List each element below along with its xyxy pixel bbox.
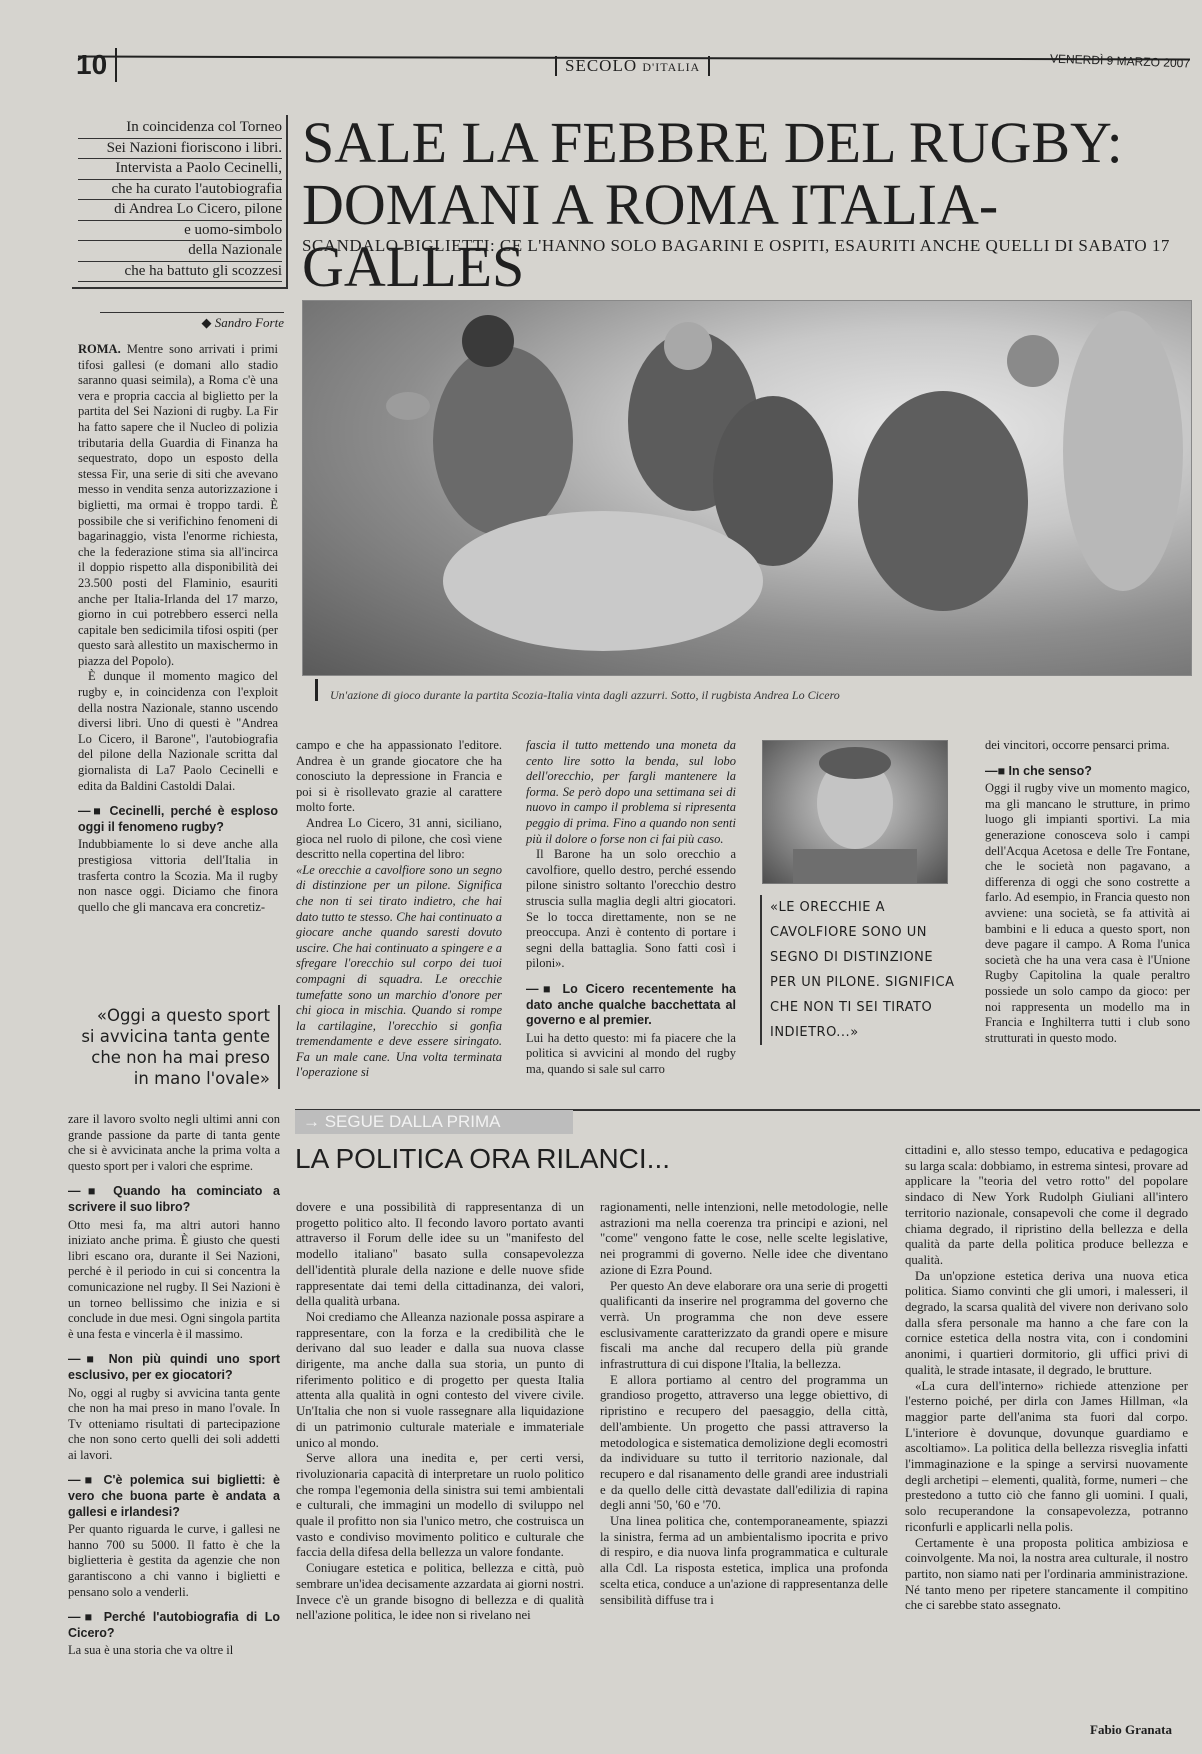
paragraph: zare il lavoro svolto negli ultimi anni con grande passione da parte di tanta gente che si è avvicinata anche la prima volta a questo sport per i valori che esprime.	[68, 1112, 280, 1173]
paragraph: Una linea politica che, contemporaneamente, spiazzi la sinistra, ferma ad un ambientalismo ipocrita e privo di respiro, e dia nuova linfa programmatica e culturale alla Cdl. La risposta estetica, implica una profonda scelta etica, conduce a un'azione di rappresentanza delle sensibilità diffuse tra i	[600, 1514, 888, 1607]
photo-caption: Un'azione di gioco durante la partita Scozia-Italia vinta dagli azzurri. Sotto, il rugbista Andrea Lo Cicero	[330, 688, 840, 702]
paragraph: È dunque il momento magico del rugby e, in coincidenza con l'exploit della nostra Nazionale, stanno uscendo diversi libri. Uno di questi è "Andrea Lo Cicero, il Barone", l'autobiografia del pilone della Nazionale scritta dal giornalista di La7 Paolo Cecinelli e edita da Baldini Castoldi Dalai.	[78, 669, 278, 793]
intro-line: Sei Nazioni fioriscono i libri.	[78, 139, 282, 160]
paragraph: No, oggi al rugby si avvicina tanta gente che non ha mai preso in mano l'ovale. In Tv otteniamo risultati di partecipazione che non sono certo quelli dei soli addetti ai lavori.	[68, 1385, 280, 1462]
paragraph: Serve allora una inedita e, per certi versi, rivoluzionaria capacità di interpretare un ruolo politico che rompa l'egemonia della sinistra sui temi ambientali e culturali, che immagini un modello di sviluppo nel quale il profitto non sia l'unico metro, che costruisca un vasto e condiviso movimento politico e culturale che faccia della difesa della bellezza un valore fondante.	[296, 1451, 584, 1560]
paragraph: Lui ha detto questo: mi fa piacere che la politica si avvicini al mondo del rugby ma, quando si sale sul carro	[526, 1030, 736, 1076]
article1-col4	[985, 738, 1190, 1046]
paragraph: dei vincitori, occorre pensarci prima.	[985, 738, 1170, 752]
article2-headline: LA POLITICA ORA RILANCI...	[295, 1143, 671, 1174]
paragraph-italic: fascia il tutto mettendo una moneta da cento lire sotto la benda, sul lobo dell'orecchio, per fargli mantenere la forma. Se però dopo una settimana sei di nuovo in campo il problema si ripresenta peggio di prima. Fino a quando non senti più il dolore o forse non ci fai più caso.	[526, 738, 736, 846]
paragraph: Indubbiamente lo si deve anche alla prestigiosa vittoria dell'Italia in trasferta contro la Scozia. Ma il rugby non nasce oggi. Diciamo che finora quello che gli mancava era concretiz-	[78, 837, 278, 914]
paragraph: Da un'opzione estetica deriva una nuova etica politica. Siamo convinti che gli umori, i malesseri, il degrado, la scarsa qualità del vivere non derivano solo dalla sfera personale ma hanno a che fare con la cornice estetica della nostra vita, con i condomini anonimi, i quartieri dormitorio, gli uffici privi di qualità, le strade intasate, il degrado, le brutture.	[905, 1268, 1188, 1377]
interview-question: —■ Perché l'autobiografia di Lo Cicero?	[68, 1610, 280, 1641]
paragraph: Andrea Lo Cicero, 31 anni, siciliano, gioca nel ruolo di pilone, che così viene descritto nella copertina del libro:	[296, 815, 502, 862]
intro-line: In coincidenza col Torneo	[78, 118, 282, 139]
paper-name: SECOLO	[565, 56, 638, 75]
paragraph: Per quanto riguarda le curve, i gallesi ne hanno 700 su 5000. Il fatto è che la biglietteria è gestita da agenzie che non garantiscono a chi vanno i biglietti e pensano solo a venderli.	[68, 1522, 280, 1599]
paragraph: Noi crediamo che Alleanza nazionale possa aspirare a rappresentare, con la forza e la credibilità che le derivano dal suo leader e dalla sua nuova classe dirigente, ma anche dalla sua storia, un punto di riferimento politico e di progetto per questa Italia attenta alla qualità in ogni contesto del vivere civile. Un'Italia che non si vuole rassegnare alla liquidazione di un patrimonio culturale materiale e immateriale unico al mondo.	[296, 1309, 584, 1450]
paragraph: E allora portiamo al centro del programma un grandioso progetto, attraverso una legge obiettivo, di ripristino e recupero del paesaggio, della città, dell'ambiente. Un progetto che passi attraverso la metodologica e sistematica demolizione degli ecomostri da individuare su tutto il territorio nazionale, dal recupero e dal risanamento delle grandi aree industriali e da quello delle città devastate dall'edilizia di rapina degli anni '50, '60 e '70.	[600, 1372, 888, 1513]
paragraph-text: Mentre sono arrivati i primi tifosi gallesi (e domani allo stadio saranno quasi seimila), a Roma c'è una vera e propria caccia al biglietto per la partita del Sei Nazioni di rugby. La Fir ha fatto sapere che il Nucleo di polizia tributaria della Guardia di Finanza ha sequestrato, dopo un esposto della stessa Fir, una serie di siti che avevano messo in vendita senza autorizzazione i biglietti, ma ormai è troppo tardi. È possibile che si verifichino fenomeni di bagarinaggio, vista l'enorme richiesta, che la federazione stima sia all'incirca il doppio rispetto alla disponibilità dei 23.500 posti del Flaminio, esauriti anche per Italia-Irlanda del 17 marzo, giorno in cui potrebbero esserci nella capitale ben sedicimila tifosi ospiti (per questo sarà allestito un maxischermo in piazza del Popolo).	[78, 342, 278, 668]
portrait-illustration	[763, 741, 947, 883]
paragraph: Il Barone ha un solo orecchio a cavolfiore, quello destro, perché essendo pilone sinistro soltanto l'orecchio destro struscia sulla maglia degli altri giocatori. Se lo tocca direttamente, non se ne preoccupa. Anzi è contento di portare i segni della battaglia. Sono fatti così i piloni».	[526, 847, 736, 971]
caption-marker	[315, 679, 318, 701]
interview-question: —■ Quando ha cominciato a scrivere il suo libro?	[68, 1184, 280, 1215]
intro-line: che ha battuto gli scozzesi	[78, 262, 282, 283]
paragraph: La sua è una storia che va oltre il	[68, 1643, 234, 1658]
article2-col3	[905, 1143, 1188, 1614]
rugby-action-photo	[302, 300, 1192, 676]
headline-line-2: DOMANI A ROMA ITALIA-GALLES	[302, 172, 999, 299]
headline-line-1: SALE LA FEBBRE DEL RUGBY:	[302, 110, 1123, 175]
article1-col1	[78, 342, 278, 915]
article2-col1	[296, 1200, 584, 1624]
intro-line: che ha curato l'autobiografia	[78, 180, 282, 201]
article2-col2	[600, 1200, 888, 1608]
paragraph: ragionamenti, nelle intenzioni, nelle metodologie, nelle astrazioni ma nella coerenza tra principi e azioni, nel "come" vengono fatte le cose, nelle scelte legislative, nei programmi di governo. Nelle idee che diventano azione di Ezra Pound.	[600, 1200, 888, 1277]
article1-col1-lower	[68, 1112, 280, 1659]
interview-question: —■ In che senso?	[985, 764, 1190, 780]
interview-question: —■ C'è polemica sui biglietti: è vero che buona parte è andata a gallesi e irlandesi?	[68, 1473, 280, 1520]
interview-question: —■ Cecinelli, perché è esploso oggi il fenomeno rugby?	[78, 804, 278, 835]
main-headline	[302, 112, 1192, 298]
interview-question: —■ Non più quindi uno sport esclusivo, per ex giocatori?	[68, 1352, 280, 1383]
paragraph: cittadini e, allo stesso tempo, educativa e pedagogica su larga scala: dobbiamo, in estrema sintesi, provare ad applicare la "teoria del vetro rotto" del popolare sindaco di New York Rudolph Giuliani all'intero territorio nazionale, consapevoli che come il degrado chiama degrado, il ripristino della bellezza e della qualità da parte della politica produce bellezza e qualità.	[905, 1143, 1188, 1267]
continued-from-front-kicker: → SEGUE DALLA PRIMA	[295, 1110, 573, 1134]
paragraph-italic: «Le orecchie a cavolfiore sono un segno di distinzione per un pilone. Significa che non ti sei tirato indietro, che hai dato tutto te stesso. Che hai continuato a giocare anche quando saresti dovuto uscire. Che hai continuato a spingere e a sfregare l'orecchio sul corpo dei tuoi compagni di squadra. Le orecchie tumefatte sono un marchio d'onore per chi gioca in mischia. Quando si rompe la cartilagine, l'orecchio si gonfia tremendamente e deve essere siringato. Fa un male cane. Una volta terminata l'operazione si	[296, 862, 502, 1080]
dateline-lead: ROMA.	[78, 342, 121, 356]
intro-line: Intervista a Paolo Cecinelli,	[78, 159, 282, 180]
page-number: 10	[76, 48, 117, 82]
paragraph: Oggi il rugby vive un momento magico, ma gli mancano le strutture, in primo luogo gli impianti sportivi. La mia generazione conosceva solo i campi dell'Acqua Acetosa e delle Tre Fontane, che le società non pagavano, a differenza di oggi che sono costrette a farlo. Ad esempio, in Francia questo non avviene: una società, se fa attività ai bambini e li educa a questo sport, non deve pagare il campo. A Roma l'unica società che ha una vera casa è l'Unione Rugby Capitolina la quale peraltro possiede un solo campo da gioco: per noi rappresenta un modello ma in Francia e Inghilterra tutti i club sono strutturati in questo modo.	[985, 781, 1190, 1045]
interview-question: —■ Lo Cicero recentemente ha dato anche qualche bacchettata al governo e al premier.	[526, 982, 736, 1029]
paragraph: «La cura dell'interno» richiede attenzione per l'esterno poiché, per dirla con James Hillman, «la maggior parte dell'anima sta fuori dal corpo. L'interiore è dovunque, dovunque guardiamo e ascoltiamo». La politica della bellezza risveglia infatti l'immaginazione e la spinge a servirsi nuovamente degli archetipi – elementi, qualità, forme, numeri – che prestedono a tutto ciò che fanno gli uomini. I quali, solo recuperandone la consapevolezza, potranno riconfurli e applicarli nella polis.	[905, 1378, 1188, 1534]
paragraph	[78, 342, 278, 669]
pull-quote: «Oggi a questo sport si avvicina tanta gente che non ha mai preso in mano l'ovale»	[80, 1005, 280, 1089]
paragraph: Per questo An deve elaborare ora una serie di progetti qualificanti da inserire nel programma del governo che verrà. Un programma che non deve essere esclusivamente caratterizzato da grandi opere e misure fiscali ma anche dal recupero della più grande infrastruttura di cui dispone l'Italia, la bellezza.	[600, 1278, 888, 1372]
portrait-pull-quote: «LE ORECCHIE A CAVOLFIORE SONO UN SEGNO DI DISTINZIONE PER UN PILONE. SIGNIFICA CHE NON TI SEI TIRATO INDIETRO...»	[760, 895, 960, 1045]
article1-col3	[526, 738, 736, 1077]
subheadline: SCANDALO BIGLIETTI: CE L'HANNO SOLO BAGARINI E OSPITI, ESAURITI ANCHE QUELLI DI SABATO 17	[302, 236, 1170, 255]
author-signature: Fabio Granata	[1090, 1722, 1172, 1737]
author-byline: ◆ Sandro Forte	[100, 312, 284, 331]
paragraph: dovere e una possibilità di rappresentanza di un progetto politico alto. Il fecondo lavoro portato avanti attraverso il Forum delle idee su un "manifesto del modello italiano" basato sulla consapevolezza dell'identità plurale della nazione e delle nuove sfide rappresentate dai temi della cittadinanza, dei valori, della qualità urbana.	[296, 1200, 584, 1309]
intro-line: della Nazionale	[78, 241, 282, 262]
photo-illustration	[303, 301, 1191, 675]
article1-col2	[296, 738, 502, 1081]
intro-line: di Andrea Lo Cicero, pilone	[78, 200, 282, 221]
paragraph: Coniugare estetica e politica, bellezza e città, può sembrare un'idea decisamente azzardata ai giorni nostri. Invece c'è un grande bisogno di bellezza e di qualità nell'azione politica, le idee non si rivelano nei	[296, 1561, 584, 1623]
intro-line: e uomo-simbolo	[78, 221, 282, 242]
paragraph: campo e che ha appassionato l'editore. Andrea è un grande giocatore che ha conosciuto la depressione in Francia e poi si è risollevato grazie al carattere molto forte.	[296, 738, 502, 815]
issue-date: VENERDÌ 9 MARZO 2007	[1049, 51, 1191, 71]
portrait-photo	[762, 740, 948, 884]
paper-masthead	[555, 56, 710, 76]
paragraph: Otto mesi fa, ma altri autori hanno iniziato anche prima. È giusto che questi libri escano ora, durante il Sei Nazioni, perché è il periodo in cui si concentra la comunicazione nel rugby. Il Sei Nazioni è un torneo bellissimo che inizia e si conclude in due mesi. Ogni singola partita è una festa e vincerla è il massimo.	[68, 1217, 280, 1341]
intro-summary	[78, 118, 282, 282]
paragraph: Certamente è una proposta politica ambiziosa e coinvolgente. Ma noi, la nostra area culturale, il nostro partito, non siamo nati per l'ordinaria amministrazione. Né tanto meno per ripetere stancamente il compitino che ci sarebbe stato assegnato.	[905, 1535, 1188, 1613]
paper-suffix: D'ITALIA	[642, 60, 701, 74]
